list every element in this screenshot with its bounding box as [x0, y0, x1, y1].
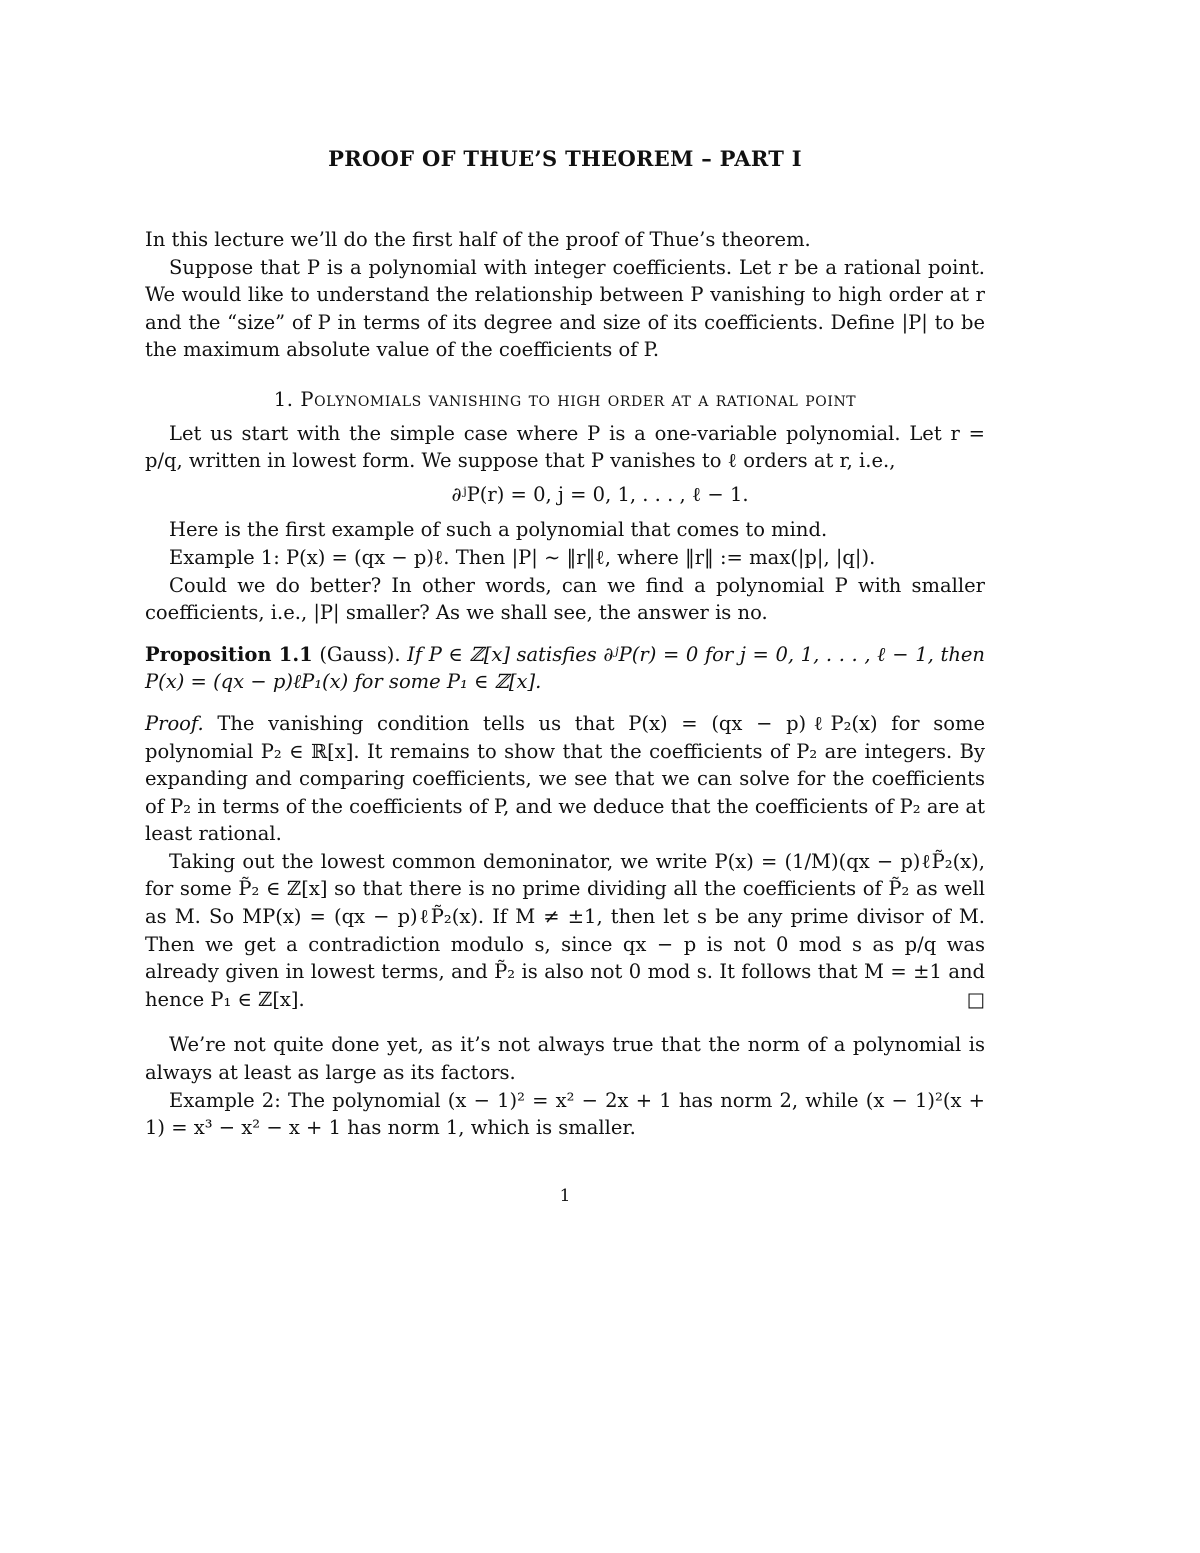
section-paragraph-3: Could we do better? In other words, can we find a polynomial P with smaller coefficients, i.e., |P| smaller? As we shall see, the answer is no. [145, 573, 985, 625]
intro-paragraph-2: Suppose that P is a polynomial with integer coefficients. Let r be a rational point. We would like to understand the relationship between P vanishing to high order at r and the “size” of P in terms of its degree and size of its coefficients. Define |P| to be the maximum absolute value of the coefficients of P. [145, 255, 985, 362]
display-equation: ∂ʲP(r) = 0, j = 0, 1, . . . , ℓ − 1. [451, 482, 749, 506]
qed-symbol: □ [966, 987, 985, 1011]
proposition-attribution: (Gauss). [319, 642, 401, 666]
proof-text-2: Taking out the lowest common demoninator, we write P(x) = (1/M)(qx − p)ℓP̃₂(x), for some P̃₂ ∈ ℤ[x] so that there is no prime dividing all the coefficients of P̃₂ as well as M. So MP(x) = (qx − p)ℓP̃₂(x). If M ≠ ±1, then let s be any prime divisor of M. Then we get a contradiction modulo s, since qx − p is not 0 mod s as p/q was already given in lowest terms, and P̃₂ is also not 0 mod s. It follows that M = ±1 and hence P₁ ∈ ℤ[x]. [145, 849, 985, 1011]
example-2: Example 2: The polynomial (x − 1)² = x² − 2x + 1 has norm 2, while (x − 1)²(x + 1) = x³ − x² − x + 1 has norm 1, which is smaller. [145, 1088, 985, 1140]
page-number: 1 [559, 1186, 571, 1206]
proposition-body: If P ∈ ℤ[x] satisfies ∂ʲP(r) = 0 for j = 0, 1, . . . , ℓ − 1, then P(x) = (qx − p)ℓP₁(x) for some P₁ ∈ ℤ[x]. [145, 642, 985, 694]
body-text [145, 226, 985, 1142]
section-heading: 1. Polynomials vanishing to high order at a rational point [273, 387, 857, 411]
example-1: Example 1: P(x) = (qx − p)ℓ. Then |P| ∼ ‖r‖ℓ, where ‖r‖ := max(|p|, |q|). [169, 545, 876, 569]
proof-label: Proof. [145, 711, 204, 735]
proposition [145, 641, 985, 696]
closing-paragraph: We’re not quite done yet, as it’s not always true that the norm of a polynomial is always at least as large as its factors. [145, 1033, 985, 1085]
proof-text-1: The vanishing condition tells us that P(x) = (qx − p)ℓP₂(x) for some polynomial P₂ ∈ ℝ[x]. It remains to show that the coefficients of P₂ are integers. By expanding and comparing coefficients, we see that we can solve for the coefficients of P₂ in terms of the coefficients of P, and we deduce that the coefficients of P₂ are at least rational. [145, 711, 985, 846]
section-paragraph-1: Let us start with the simple case where P is a one-variable polynomial. Let r = p/q, written in lowest form. We suppose that P vanishes to ℓ orders at r, i.e., [145, 421, 985, 473]
page-title: PROOF OF THUE’S THEOREM – PART I [328, 146, 802, 171]
proposition-label: Proposition 1.1 [145, 642, 313, 666]
proof-paragraph-2 [145, 848, 985, 1014]
intro-paragraph-1: In this lecture we’ll do the first half of the proof of Thue’s theorem. [145, 228, 811, 251]
proof-paragraph-1 [145, 710, 985, 848]
section-paragraph-2: Here is the first example of such a polynomial that comes to mind. [169, 518, 828, 542]
